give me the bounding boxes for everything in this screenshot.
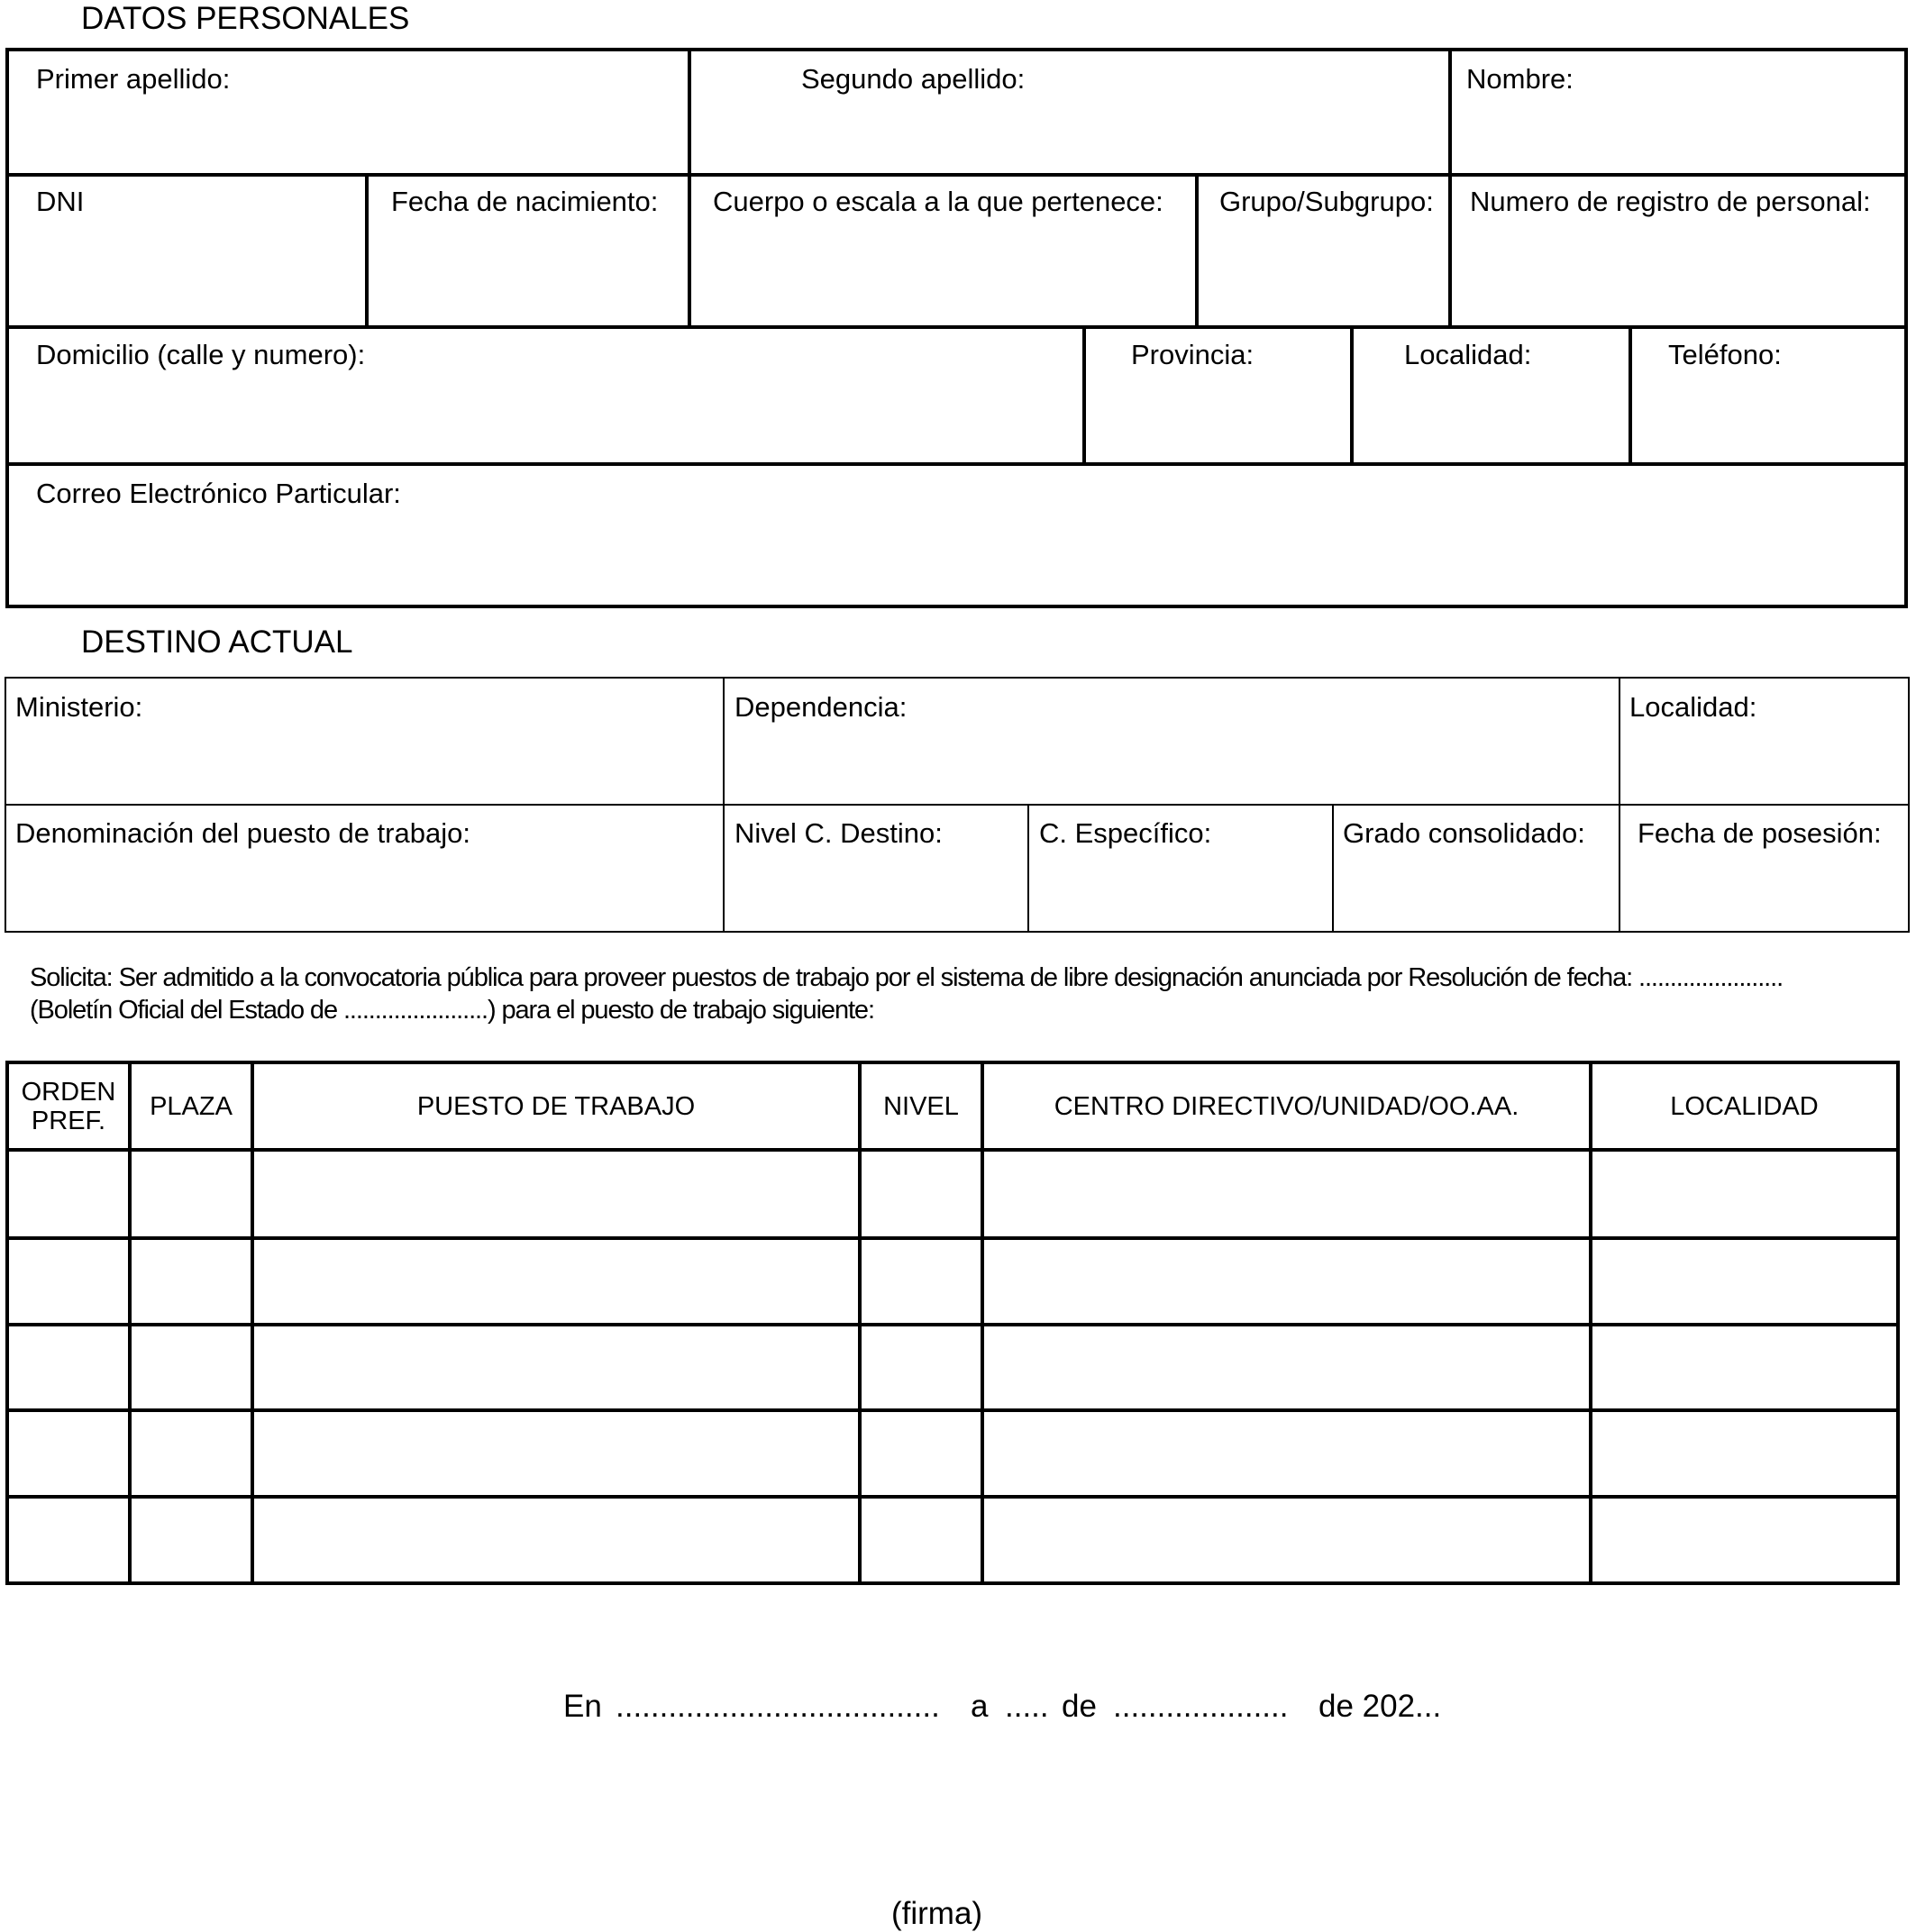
signature-place-dots: ..................................... xyxy=(616,1689,940,1724)
field-nivel-destino: Nivel C. Destino: xyxy=(734,817,943,849)
signature-month-dots: .................... xyxy=(1113,1689,1289,1724)
field-localidad-destino: Localidad: xyxy=(1629,691,1757,723)
table-header-localidad: LOCALIDAD xyxy=(1670,1091,1819,1121)
field-denominacion: Denominación del puesto de trabajo: xyxy=(15,817,470,849)
field-correo: Correo Electrónico Particular: xyxy=(36,478,401,509)
table-header-nivel: NIVEL xyxy=(883,1091,959,1121)
table-row[interactable] xyxy=(9,1499,1896,1581)
solicitud-line-2: (Boletín Oficial del Estado de .......................) para el puesto de trabajo siguiente: xyxy=(30,996,874,1025)
field-ministerio: Ministerio: xyxy=(15,691,143,723)
field-localidad: Localidad: xyxy=(1404,339,1532,370)
field-dependencia: Dependencia: xyxy=(734,691,908,723)
field-c-especifico: C. Específico: xyxy=(1039,817,1212,849)
table-row[interactable] xyxy=(9,1240,1896,1323)
field-fecha-nacimiento: Fecha de nacimiento: xyxy=(391,186,659,217)
solicitud-line-1: Solicita: Ser admitido a la convocatoria pública para proveer puestos de trabajo por el sistema de libre designación anunciada por Resolución de fecha: ....................... xyxy=(30,963,1784,992)
table-row[interactable] xyxy=(9,1412,1896,1495)
section-title-datos-personales: DATOS PERSONALES xyxy=(81,1,410,36)
table-row[interactable] xyxy=(9,1326,1896,1408)
field-cuerpo-escala: Cuerpo o escala a la que pertenece: xyxy=(713,186,1163,217)
signature-de: de xyxy=(1062,1689,1097,1724)
table-header-puesto-trabajo: PUESTO DE TRABAJO xyxy=(416,1091,696,1121)
field-grupo-subgrupo: Grupo/Subgrupo: xyxy=(1219,186,1434,217)
field-primer-apellido: Primer apellido: xyxy=(36,63,231,95)
section-title-destino-actual: DESTINO ACTUAL xyxy=(81,624,353,660)
field-domicilio: Domicilio (calle y numero): xyxy=(36,339,366,370)
signature-firma: (firma) xyxy=(891,1896,983,1931)
table-header-plaza: PLAZA xyxy=(150,1091,233,1121)
field-provincia: Provincia: xyxy=(1131,339,1255,370)
field-segundo-apellido: Segundo apellido: xyxy=(801,63,1026,95)
table-row[interactable] xyxy=(9,1152,1896,1236)
table-header-centro-directivo: CENTRO DIRECTIVO/UNIDAD/OO.AA. xyxy=(1054,1091,1519,1121)
field-dni: DNI xyxy=(36,186,85,217)
signature-en: En xyxy=(563,1689,602,1724)
signature-a: a xyxy=(971,1689,989,1724)
field-numero-registro: Numero de registro de personal: xyxy=(1470,186,1871,217)
field-telefono: Teléfono: xyxy=(1668,339,1782,370)
signature-year: de 202... xyxy=(1318,1689,1442,1724)
field-grado-consolidado: Grado consolidado: xyxy=(1343,817,1585,849)
signature-day-dots: ..... xyxy=(1005,1689,1049,1724)
field-nombre: Nombre: xyxy=(1466,63,1574,95)
table-header-orden-pref: ORDEN PREF. xyxy=(21,1077,116,1135)
field-fecha-posesion: Fecha de posesión: xyxy=(1638,817,1882,849)
